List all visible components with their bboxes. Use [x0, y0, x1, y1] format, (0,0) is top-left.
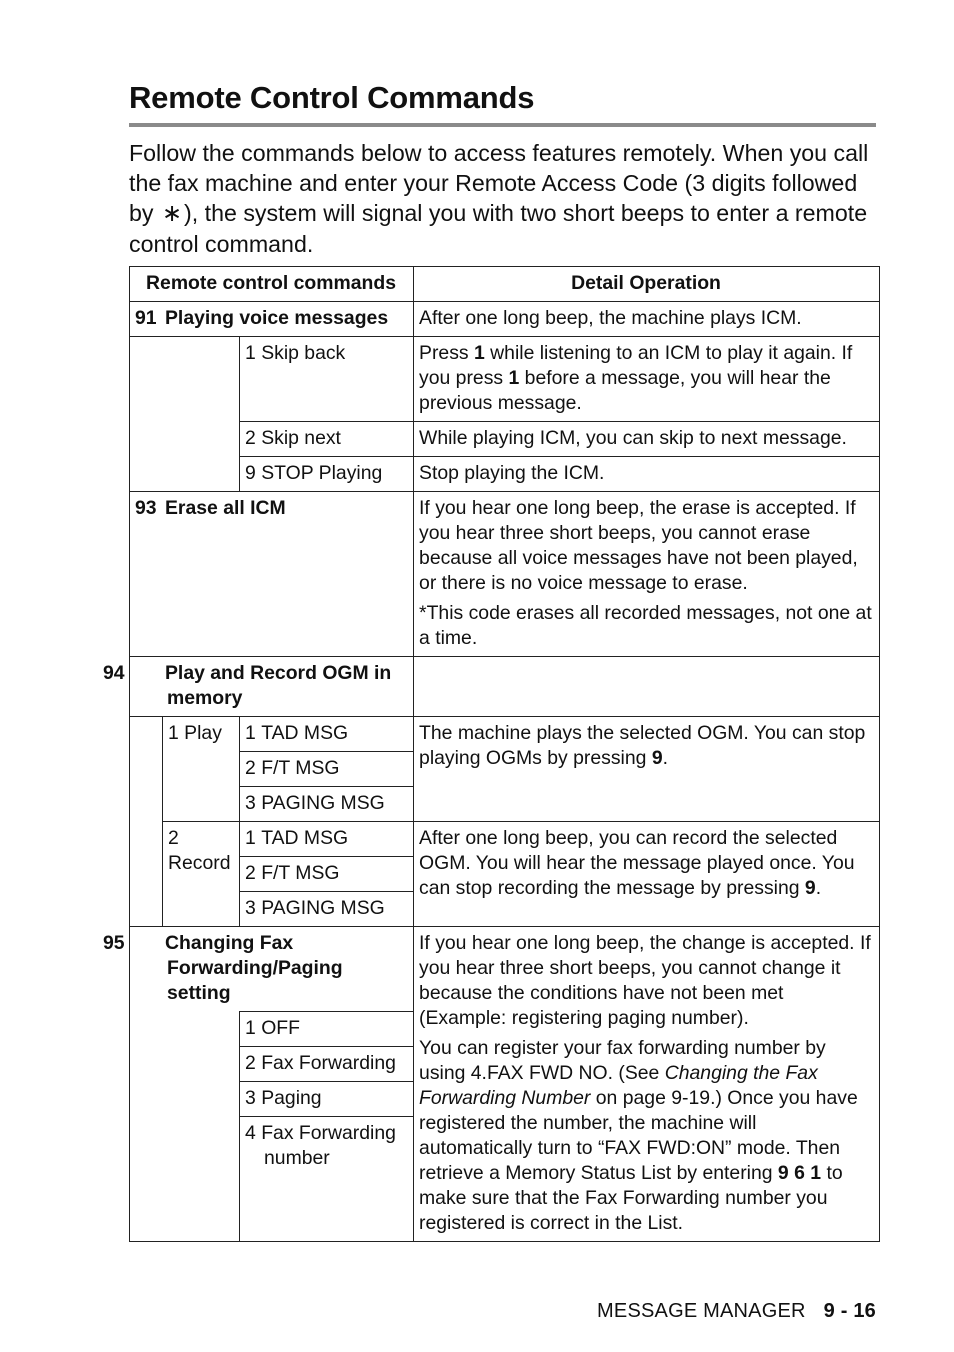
detail-text: After one long beep, you can record the selected OGM. You will hear the message played once. You can stop recording the message by pressing: [419, 827, 855, 899]
sub-number: 3: [245, 1087, 256, 1109]
detail-91-1: [414, 337, 880, 422]
command-code: 91: [135, 307, 157, 329]
sub-number: 2: [245, 1052, 256, 1074]
page-number: 9 - 16: [823, 1300, 876, 1322]
remote-commands-table: [103, 266, 880, 1242]
detail-95: [414, 927, 880, 1242]
table-row: [130, 492, 880, 657]
detail-94-play: [414, 717, 880, 822]
header-detail: Detail Operation: [414, 267, 880, 302]
sub-number: 1: [245, 722, 256, 744]
sub-command: [240, 422, 414, 457]
detail-94-record: [414, 822, 880, 927]
intro-text-2: ), the system will signal you with two short beeps to enter a remote control command.: [129, 200, 868, 257]
sub-label: Fax Forwarding: [261, 1052, 396, 1074]
record-number: 2: [168, 827, 179, 849]
sub-command: [240, 1117, 414, 1242]
sub-label: TAD MSG: [261, 827, 349, 849]
sub-number: 1: [245, 342, 256, 364]
sub-number: 1: [245, 827, 256, 849]
command-94: [103, 657, 414, 717]
command-91: [130, 302, 414, 337]
sub-command: [240, 787, 414, 822]
sub-number: 1: [245, 1017, 256, 1039]
command-label: Erase all ICM: [165, 497, 286, 519]
sub-command: [240, 1047, 414, 1082]
key-label: 1: [473, 342, 485, 364]
sub-command: [240, 717, 414, 752]
sub-number: 3: [245, 897, 256, 919]
table-row: [130, 457, 880, 492]
command-code: 94: [103, 662, 125, 684]
detail-text: The machine plays the selected OGM. You can stop playing OGMs by pressing: [419, 722, 866, 769]
table-header-row: [130, 267, 880, 302]
key-label: 1: [508, 367, 520, 389]
command-95: [103, 927, 414, 1012]
table-row: [130, 927, 880, 1012]
detail-text: Press: [419, 342, 474, 364]
title-underline: [129, 123, 876, 127]
header-commands: Remote control commands: [130, 267, 414, 302]
command-label: Play and Record OGM in memory: [165, 662, 392, 709]
sub-label: Skip back: [261, 342, 346, 364]
sub-number: 3: [245, 792, 256, 814]
table-row: [130, 657, 880, 717]
record-label: Record: [168, 852, 231, 874]
sub-command: [240, 457, 414, 492]
sub-label: STOP Playing: [261, 462, 383, 484]
command-label: Changing Fax Forwarding/Paging setting: [165, 932, 343, 1004]
detail-91-9: Stop playing the ICM.: [414, 457, 880, 492]
detail-text: before a message, you will hear the previous message.: [419, 367, 831, 414]
detail-text: to make sure that the Fax Forwarding number you registered is correct in the List.: [419, 1162, 843, 1234]
sub-command: [240, 892, 414, 927]
page-title: Remote Control Commands: [129, 80, 535, 115]
sub-command: [240, 857, 414, 892]
detail-text: If you hear one long beep, the erase is accepted. If you hear three short beeps, you cannot erase because all voice messages have not been played, or there is no voice message to erase.: [419, 497, 858, 594]
footer-section: MESSAGE MANAGER: [597, 1300, 806, 1322]
detail-text: If you hear one long beep, the change is accepted. If you hear three short beeps, you cannot change it because the conditions have not been met (Example: registering paging number).: [419, 932, 871, 1029]
sub-number: 2: [245, 862, 256, 884]
detail-94: [414, 657, 880, 717]
sub-command: [240, 822, 414, 857]
detail-93: [414, 492, 880, 657]
sub-number: 2: [245, 757, 256, 779]
blank-cell: [130, 337, 240, 492]
blank-cell: [130, 1012, 240, 1242]
sub-label: TAD MSG: [261, 722, 349, 744]
sub-label: OFF: [261, 1017, 300, 1039]
key-label: 9: [804, 877, 816, 899]
sub-label: Skip next: [261, 427, 341, 449]
sub-command: [240, 752, 414, 787]
sub-label: PAGING MSG: [261, 897, 385, 919]
detail-91: After one long beep, the machine plays ICM.: [414, 302, 880, 337]
sub-label: PAGING MSG: [261, 792, 385, 814]
detail-text: while listening to an ICM to play it again. If you press: [419, 342, 853, 389]
detail-text: on page 9-19.) Once you have registered the number, the machine will automatically turn to “FAX FWD:ON” mode. Then retrieve a Memory Status List by entering: [419, 1087, 858, 1184]
cross-reference: Changing the Fax Forwarding Number: [419, 1062, 818, 1109]
blank-cell: [130, 717, 163, 927]
detail-text: You can register your fax forwarding number by using 4.FAX FWD NO. (See: [419, 1037, 826, 1084]
command-code: 95: [103, 932, 125, 954]
record-option: [163, 822, 240, 927]
sub-label: Fax Forwarding number: [261, 1122, 396, 1169]
detail-text: .: [815, 877, 822, 899]
intro-paragraph: [129, 138, 879, 259]
sub-number: 9: [245, 462, 256, 484]
detail-91-2: While playing ICM, you can skip to next message.: [414, 422, 880, 457]
detail-note: *This code erases all recorded messages, not one at a time.: [419, 602, 872, 649]
detail-text: .: [662, 747, 669, 769]
star-key-icon: ∗: [161, 200, 183, 227]
sub-label: Paging: [261, 1087, 322, 1109]
table-row: [130, 717, 880, 752]
table-row: [130, 422, 880, 457]
command-93: [130, 492, 414, 657]
sub-label: F/T MSG: [261, 757, 340, 779]
page-footer: [597, 1300, 876, 1323]
sub-command: [240, 337, 414, 422]
play-option: 1 Play: [163, 717, 240, 822]
intro-text-1: Follow the commands below to access features remotely. When you call the fax machine and enter your Remote Access Code (3 digits followed by: [129, 140, 869, 226]
table-row: [130, 337, 880, 422]
table-row: [130, 822, 880, 857]
sub-label: F/T MSG: [261, 862, 340, 884]
sub-number: 2: [245, 427, 256, 449]
table-row: [130, 302, 880, 337]
command-code: 93: [135, 497, 157, 519]
sub-command: [240, 1012, 414, 1047]
key-label: 9: [651, 747, 663, 769]
sub-command: [240, 1082, 414, 1117]
sub-number: 4: [245, 1122, 256, 1144]
command-label: Playing voice messages: [165, 307, 389, 329]
key-sequence: 9 6 1: [777, 1162, 822, 1184]
